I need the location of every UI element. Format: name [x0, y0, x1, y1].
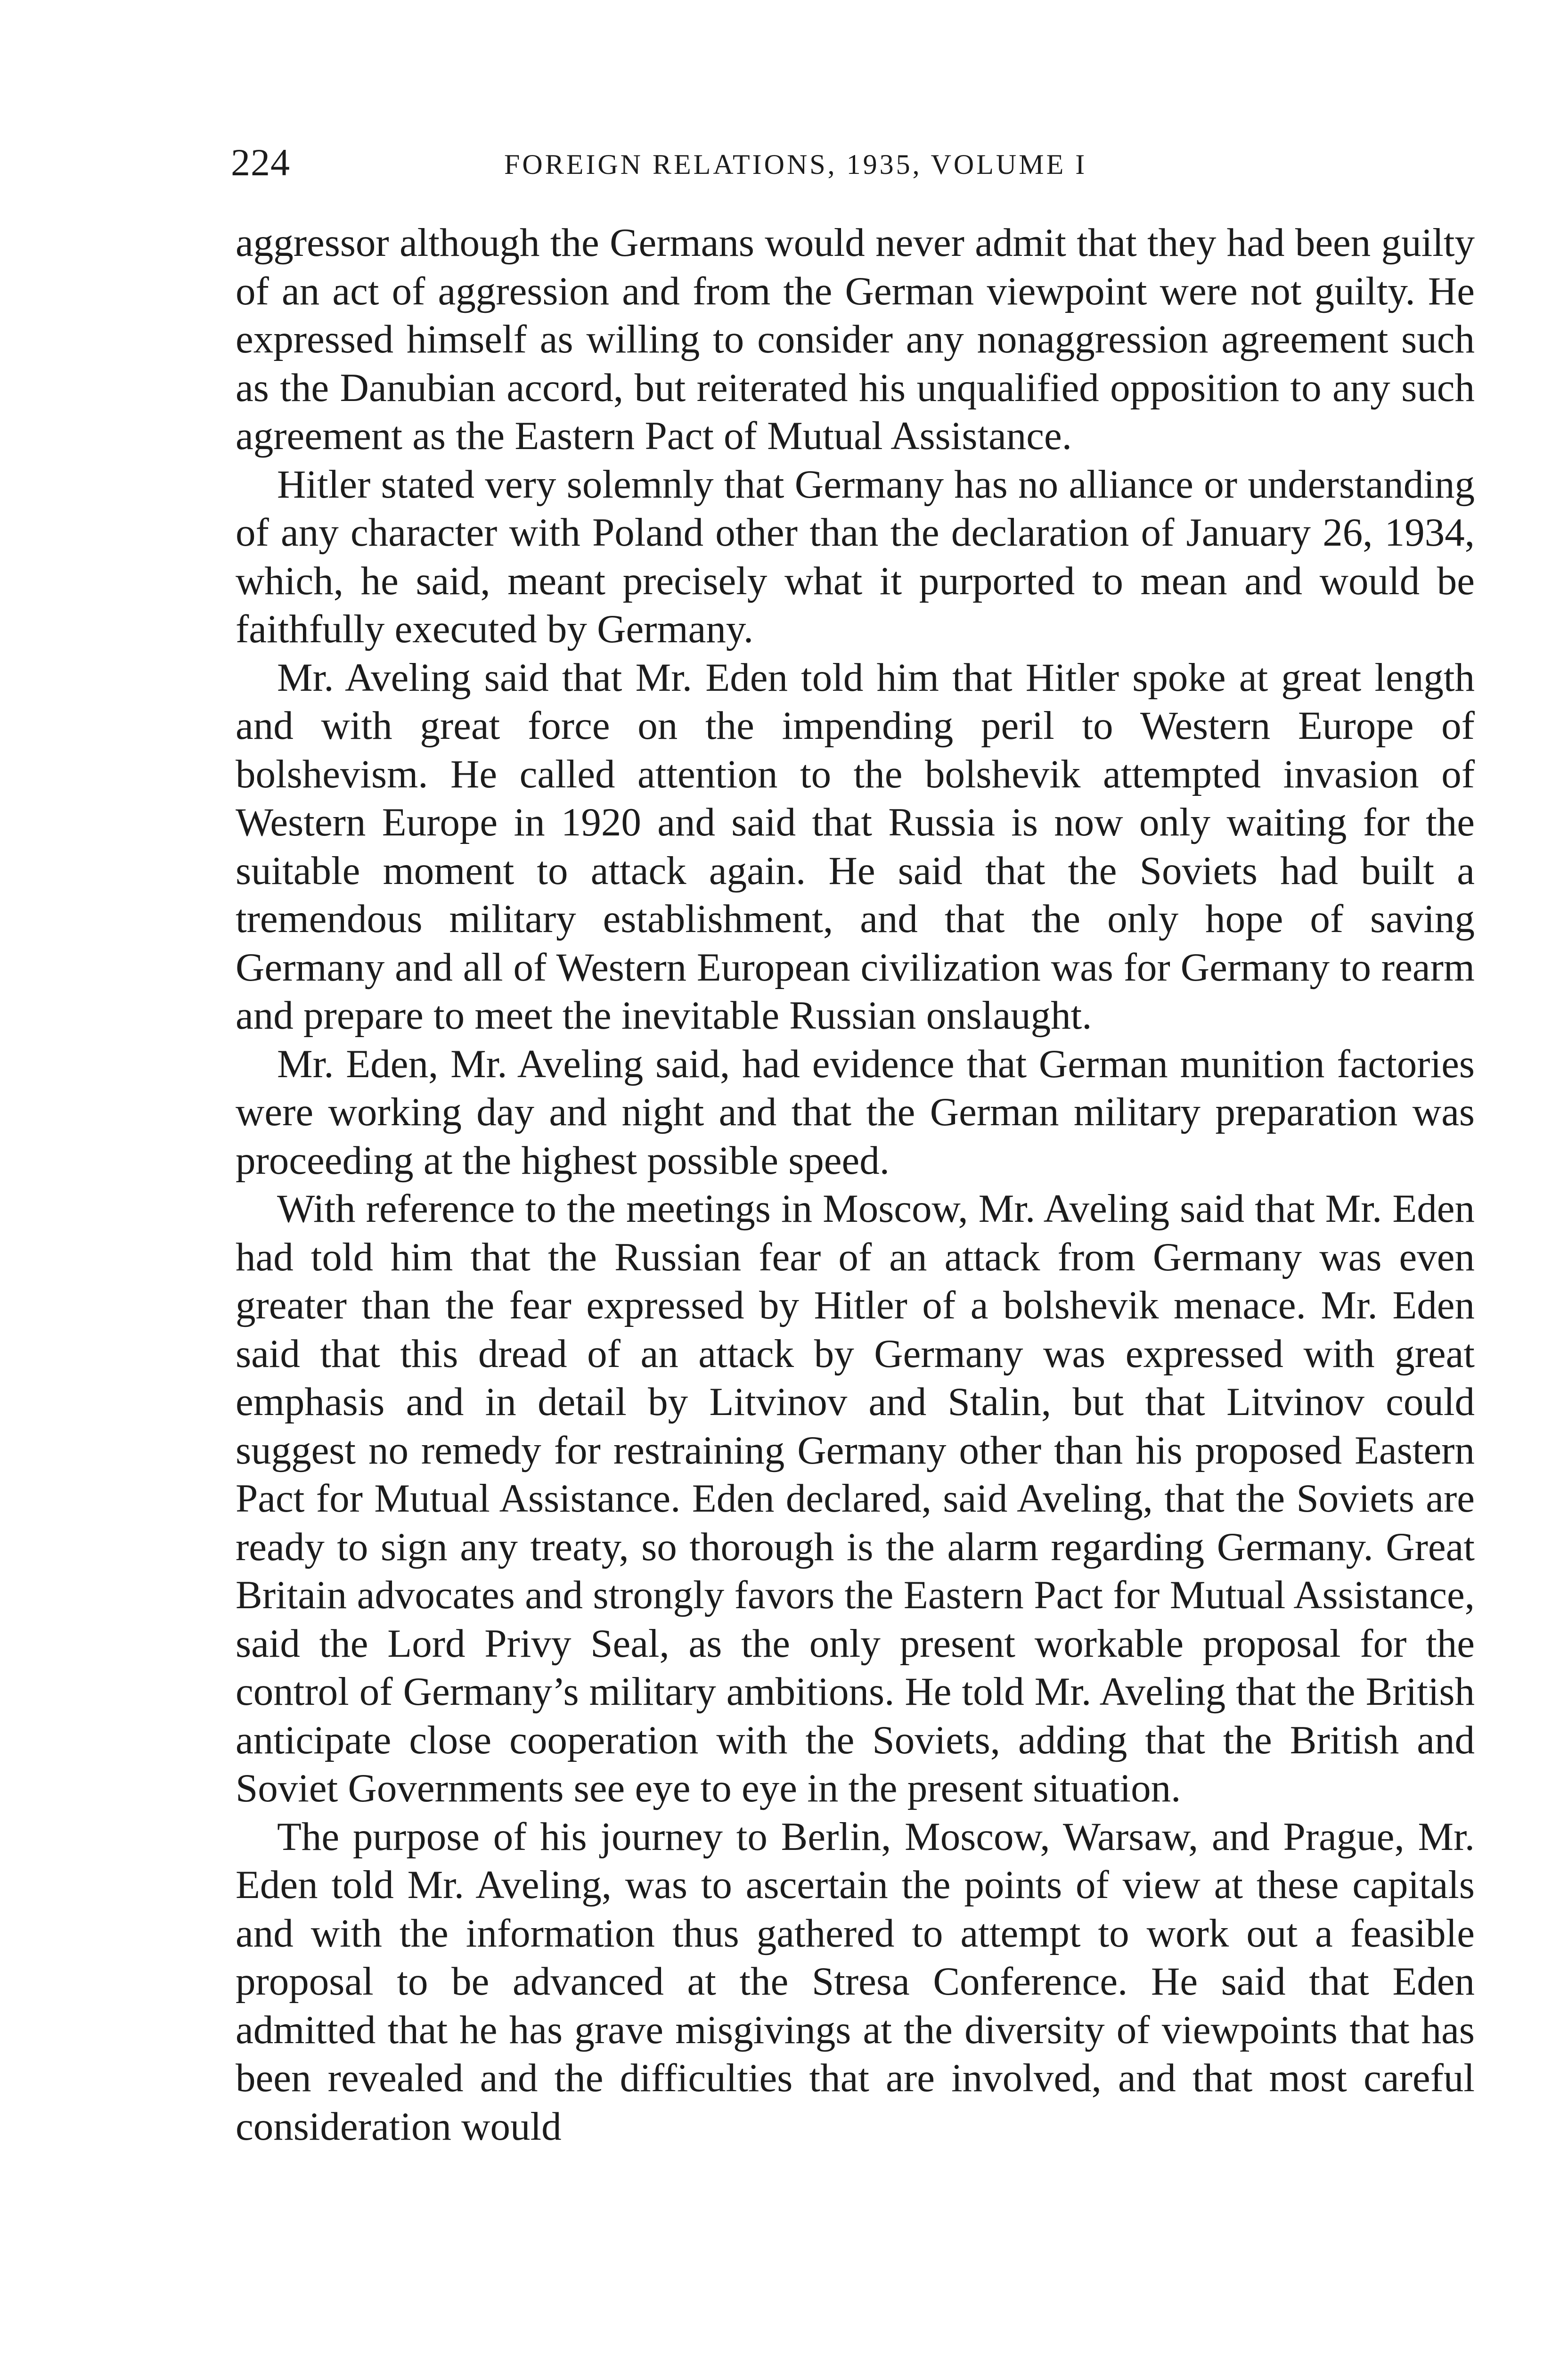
- paragraph-continuation: aggressor although the Germans would never admit that they had been guilty of an act of aggression and from the German viewpoint were not guilty. He expressed himself as willing to consider any nonaggression agreement such as the Danubian accord, but reiterated his unqualified opposition to any such agreement as the Eastern Pact of Mutual Assistance.: [236, 221, 1475, 458]
- paragraph-journey-purpose: The purpose of his journey to Berlin, Moscow, Warsaw, and Prague, Mr. Eden told Mr. Aveling, was to ascertain the points of view at these capitals and with the information thus gathered to attempt to work out a feasible proposal to be advanced at the Stresa Conference. He said that Eden admitted that he has grave misgivings at the diversity of viewpoints that has been revealed and the difficulties that are involved, and that most careful consideration would: [236, 1814, 1475, 2149]
- paragraph-munition-factories: Mr. Eden, Mr. Aveling said, had evidence that German munition factories were working day and night and that the German military preparation was proceeding at the highest possible speed.: [236, 1041, 1475, 1183]
- running-header: [0, 137, 1568, 188]
- paragraph-moscow-meetings: With reference to the meetings in Moscow, Mr. Aveling said that Mr. Eden had told him that the Russian fear of an attack from Germany was even greater than the fear expressed by Hitler of a bolshevik menace. Mr. Eden said that this dread of an attack by Germany was expressed with great emphasis and in detail by Litvinov and Stalin, but that Litvinov could suggest no remedy for restraining Germany other than his proposed Eastern Pact for Mutual Assistance. Eden declared, said Aveling, that the Soviets are ready to sign any treaty, so thorough is the alarm regarding Germany. Great Britain advocates and strongly favors the Eastern Pact for Mutual Assistance, said the Lord Privy Seal, as the only present workable proposal for the control of Germany’s military ambitions. He told Mr. Aveling that the British anticipate close cooperation with the Soviets, adding that the British and Soviet Governments see eye to eye in the present situation.: [236, 1186, 1475, 1810]
- body-text: [236, 219, 1475, 2151]
- paragraph-bolshevism-peril: Mr. Aveling said that Mr. Eden told him that Hitler spoke at great length and with great force on the impending peril to Western Europe of bolshevism. He called attention to the bolshevik attempted invasion of Western Europe in 1920 and said that Russia is now only waiting for the suitable moment to attack again. He said that the Soviets had built a tremendous military establishment, and that the only hope of saving Germany and all of Western European civilization was for Germany to rearm and prepare to meet the inevitable Russian onslaught.: [236, 655, 1475, 1038]
- paragraph-hitler-poland: Hitler stated very solemnly that Germany has no alliance or understanding of any character with Poland other than the declaration of January 26, 1934, which, he said, meant precisely what it purported to mean and would be faithfully executed by Germany.: [236, 462, 1475, 651]
- running-title: FOREIGN RELATIONS, 1935, VOLUME I: [504, 149, 1087, 180]
- page-number: 224: [231, 141, 290, 184]
